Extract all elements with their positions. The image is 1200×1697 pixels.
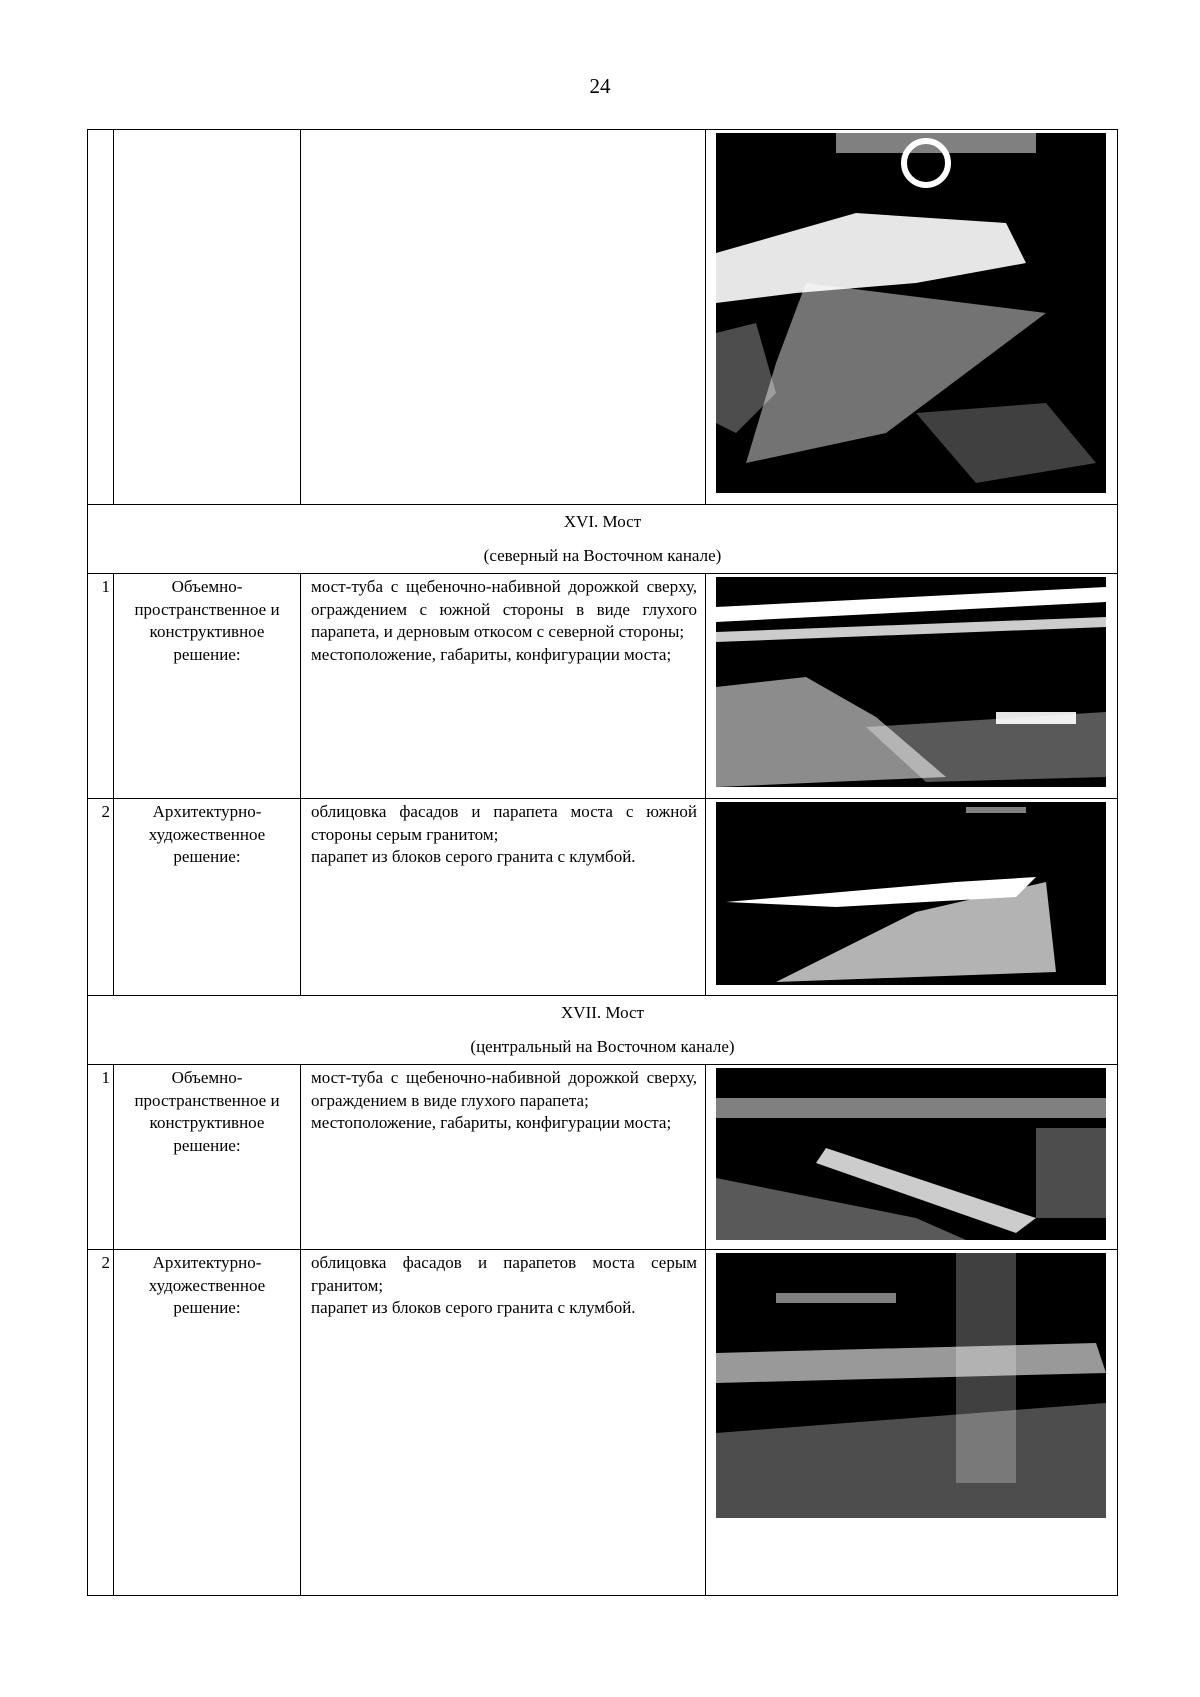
description-line: облицовка фасадов и парапета моста с южной стороны серым гранитом;: [311, 802, 697, 844]
bridge-photo: [716, 1253, 1106, 1518]
table-row: [88, 1250, 1118, 1596]
description-line: мост-туба с щебеночно-набивной дорожкой сверху, ограждением в виде глухого парапета;: [311, 1068, 697, 1110]
description-line: парапет из блоков серого гранита с клумбой.: [311, 847, 636, 866]
section-subtitle: (центральный на Восточном канале): [470, 1037, 735, 1056]
continuation-row: [88, 130, 1118, 505]
aspect-label: Объемно-пространственное и конструктивное решение:: [114, 574, 301, 799]
description-cell: [301, 1250, 706, 1596]
continuation-desc-cell: [301, 130, 706, 505]
continuation-num-cell: [88, 130, 114, 505]
description-line: мост-туба с щебеночно-набивной дорожкой сверху, ограждением с южной стороны в виде глухого парапета, и дерновым откосом с северной стороны;: [311, 577, 697, 641]
description-cell: [301, 1065, 706, 1250]
row-number: 2: [88, 799, 114, 996]
description-line: облицовка фасадов и парапетов моста серым гранитом;: [311, 1253, 697, 1295]
row-number: 1: [88, 574, 114, 799]
description-line: парапет из блоков серого гранита с клумбой.: [311, 1298, 636, 1317]
aspect-label: Архитектурно-художественное решение:: [114, 1250, 301, 1596]
table-row: [88, 1065, 1118, 1250]
section-title: XVII. Мост: [561, 1003, 644, 1022]
table-row: [88, 574, 1118, 799]
description-line: местоположение, габариты, конфигурации моста;: [311, 1113, 672, 1132]
section-header-xvii: [88, 996, 1118, 1065]
photo-cell: [706, 574, 1118, 799]
aspect-label: Объемно-пространственное и конструктивное решение:: [114, 1065, 301, 1250]
continuation-aspect-cell: [114, 130, 301, 505]
description-cell: [301, 574, 706, 799]
section-subtitle: (северный на Восточном канале): [483, 546, 722, 565]
continuation-photo-cell: [706, 130, 1118, 505]
description-line: местоположение, габариты, конфигурации моста;: [311, 644, 672, 664]
photo-cell: [706, 799, 1118, 996]
row-number: 1: [88, 1065, 114, 1250]
section-title: XVI. Мост: [563, 512, 642, 531]
photo-cell: [706, 1250, 1118, 1596]
bridge-photo: [716, 1068, 1106, 1240]
photo-cell: [706, 1065, 1118, 1250]
section-header-xvi: [88, 505, 1118, 574]
page-number: 24: [589, 74, 611, 98]
bridges-table: [87, 129, 1118, 1596]
description-cell: [301, 799, 706, 996]
bridge-photo: [716, 577, 1106, 787]
aspect-label: Архитектурно-художественное решение:: [114, 799, 301, 996]
bridge-photo: [716, 133, 1106, 493]
bridge-photo: [716, 802, 1106, 985]
row-number: 2: [88, 1250, 114, 1596]
table-row: [88, 799, 1118, 996]
